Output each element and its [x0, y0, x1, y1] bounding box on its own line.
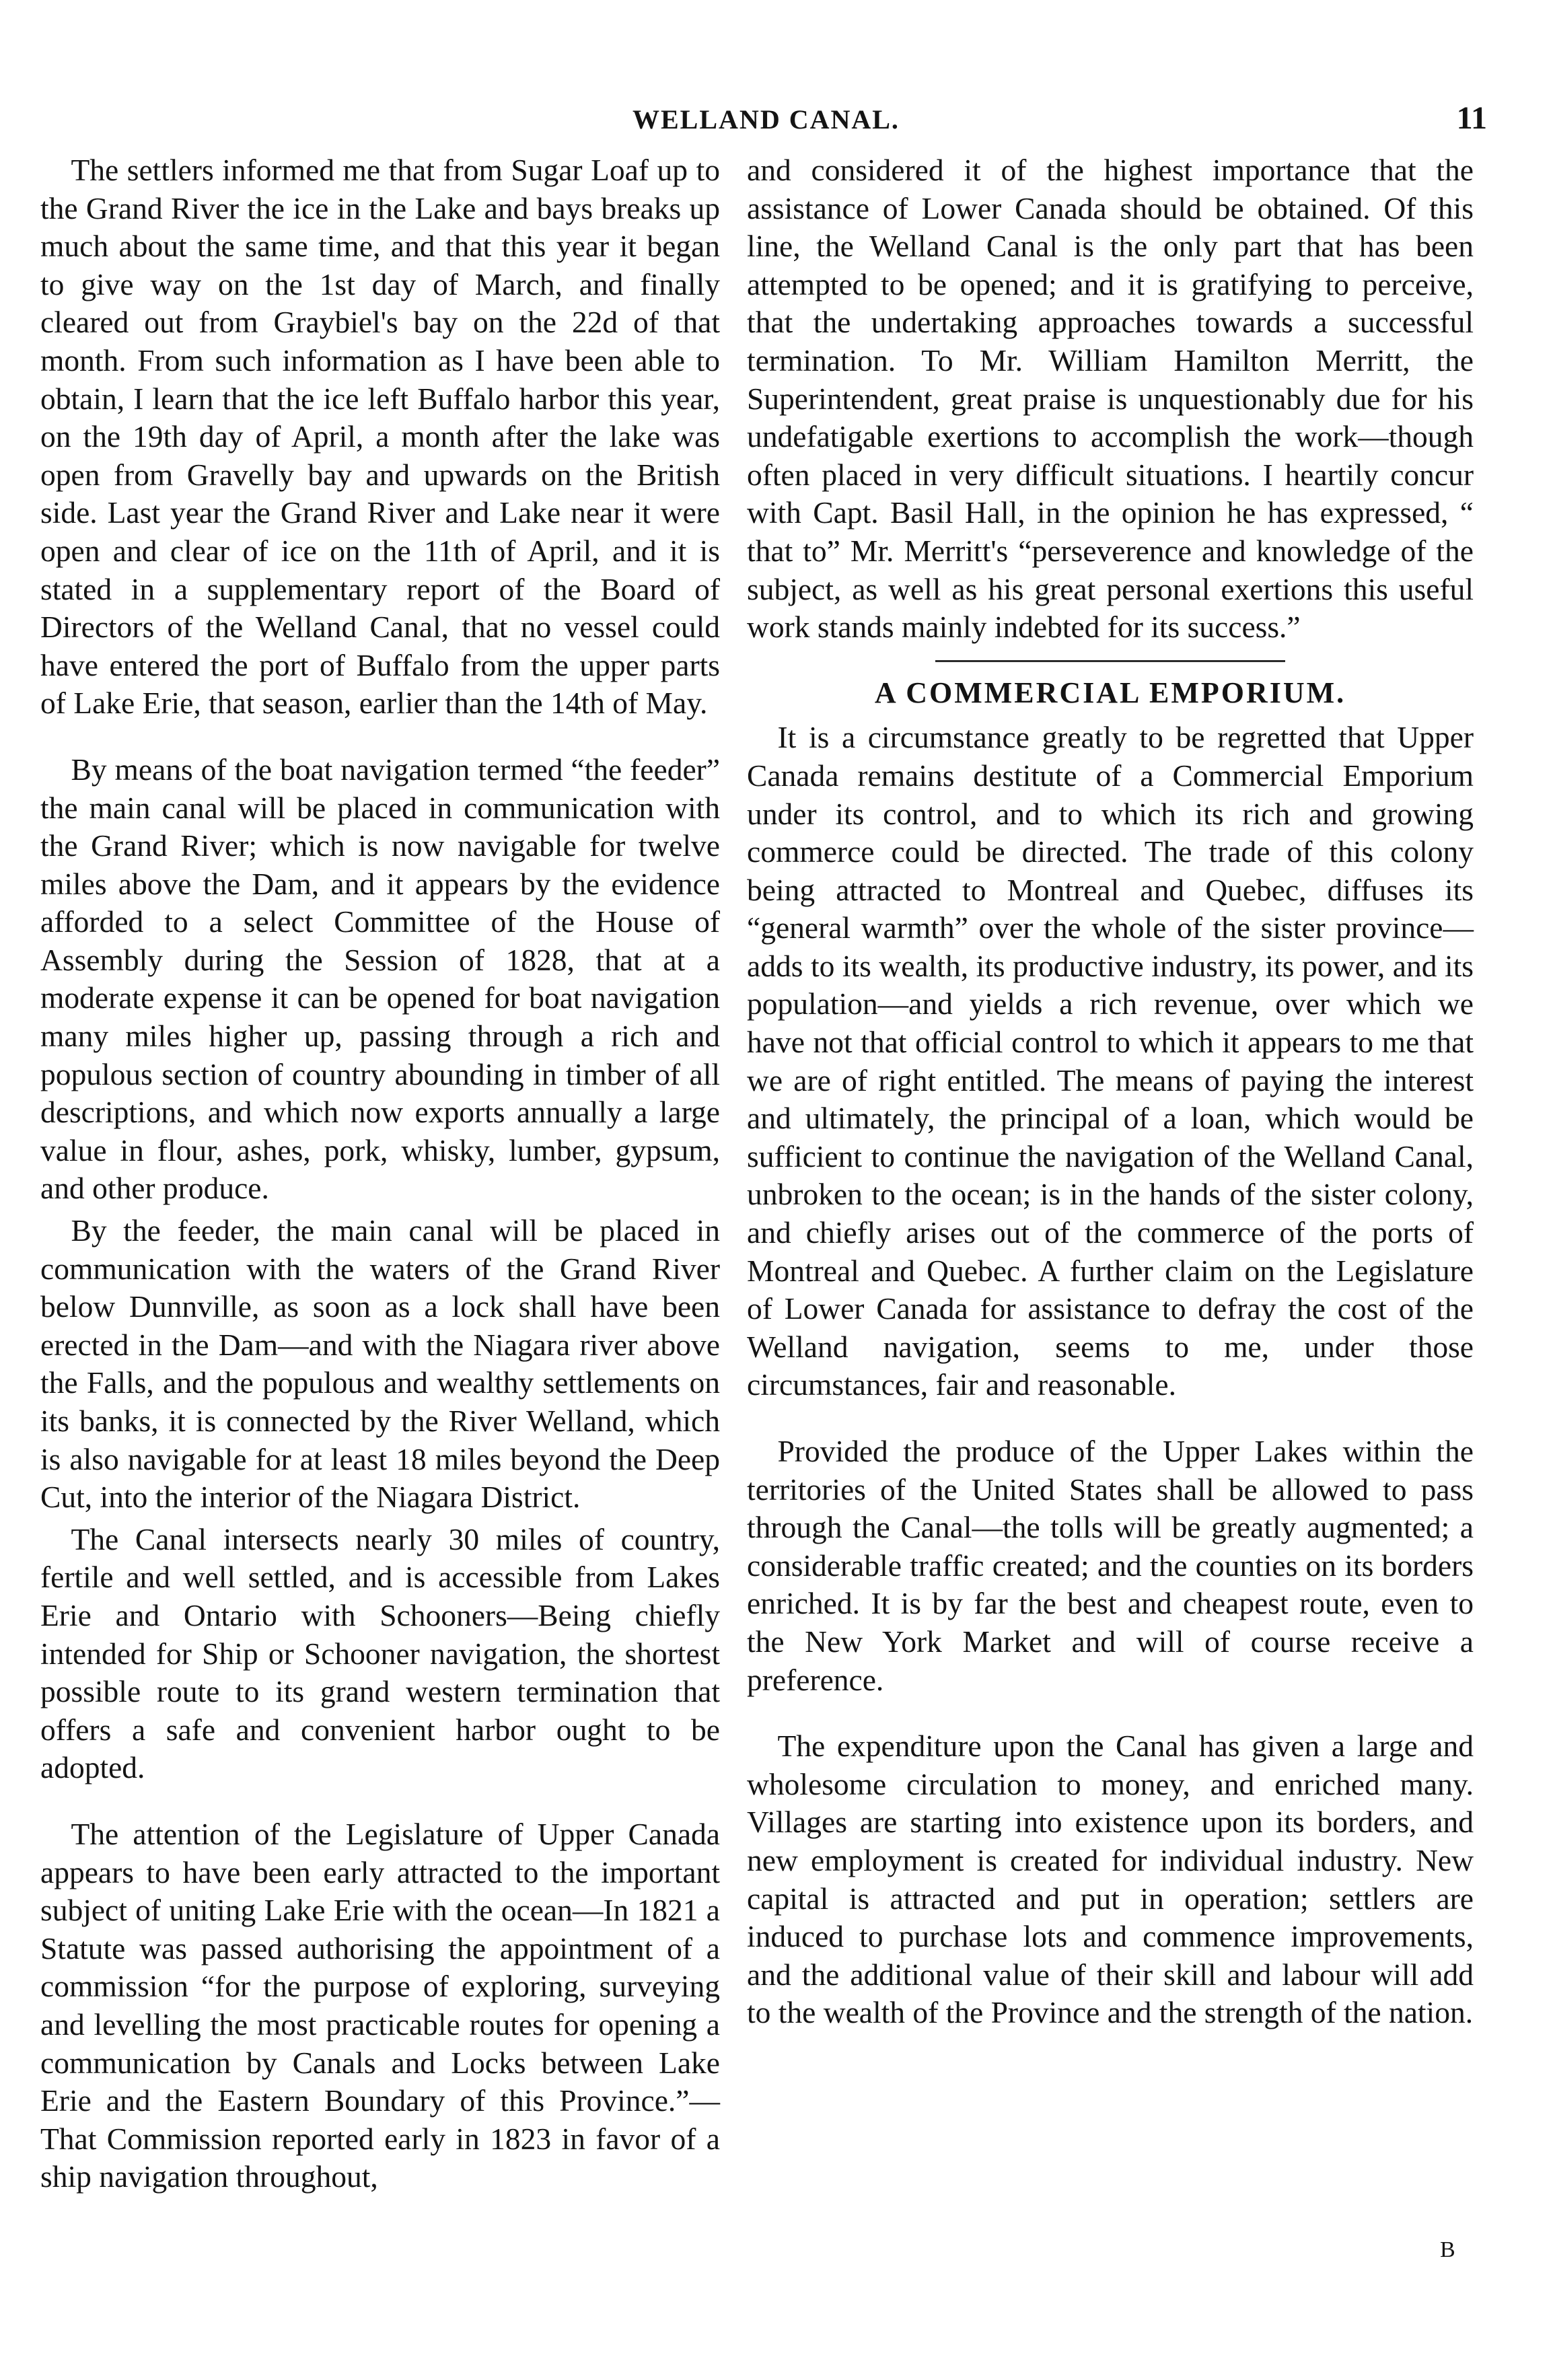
paragraph-separator — [40, 723, 720, 751]
paragraph: and considered it of the highest importance that the assistance of Lower Canada should be obtained. Of this line, the Welland Canal is the only part that has been attempted to be opened; and it is gratifying to perceive, that the undertaking approaches towards a successful termination. To Mr. William Hamilton Merritt, the Superintendent, great praise is unquestionably due for his undefatigable exertions to accomplish the work—though often placed in very difficult situations. I heartily concur with Capt. Basil Hall, in the opinion he has expressed, “ that to” Mr. Merritt's “perseverence and knowledge of the subject, as well as his great personal exertions this useful work stands mainly indebted for its success.” — [747, 153, 1474, 645]
left-column — [40, 151, 720, 2196]
page-header — [40, 94, 1487, 148]
paragraph: The attention of the Legislature of Upper Canada appears to have been early attracted to the important subject of uniting Lake Erie with the ocean—In 1821 a Statute was passed authorising the appointment of a commission “for the purpose of exploring, surveying and levelling the most practicable routes for opening a communication by Canals and Locks between Lake Erie and the Eastern Boundary of this Province.”—That Commission reported early in 1823 in favor of a ship navigation throughout, — [40, 1816, 720, 2194]
paragraph: Provided the produce of the Upper Lakes within the territories of the United States shall be allowed to pass through the Canal—the tolls will be greatly augmented; a considerable traffic created; and the counties on its borders enriched. It is by far the best and cheapest route, even to the New York Market and will of course receive a preference. — [747, 1434, 1474, 1697]
paragraph: It is a circumstance greatly to be regretted that Upper Canada remains destitute of a Commercial Emporium under its control, and to which its rich and growing commerce could be directed. The trade of this colony being attracted to Montreal and Quebec, diffuses its “general warmth” over the whole of the sister province—adds to its wealth, its productive industry, its power, and its population—and yields a rich revenue, over which we have not that official control to which it appears to me that we are of right entitled. The means of paying the interest and ultimately, the principal of a loan, which would be sufficient to continue the navigation of the Welland Canal, unbroken to the ocean; is in the hands of the sister colony, and chiefly arises out of the commerce of the ports of Montreal and Quebec. A further claim on the Legislature of Lower Canada for assistance to defray the cost of the Welland navigation, seems to me, under those circumstances, fair and reasonable. — [747, 720, 1474, 1402]
paragraph: The settlers informed me that from Sugar Loaf up to the Grand River the ice in the Lake and bays breaks up much about the same time, and that this year it began to give way on the 1st day of March, and finally cleared out from Graybiel's bay on the 22d of that month. From such information as I have been able to obtain, I learn that the ice left Buffalo harbor this year, on the 19th day of April, a month after the lake was open from Gravelly bay and upwards on the British side. Last year the Grand River and Lake near it were open and clear of ice on the 11th of April, and it is stated in a supplementary report of the Board of Directors of the Welland Canal, that no vessel could have entered the port of Buffalo from the upper parts of Lake Erie, that season, earlier than the 14th of May. — [40, 153, 720, 721]
right-column — [747, 151, 1474, 2032]
paragraph-separator — [747, 1404, 1474, 1433]
paragraph: The expenditure upon the Canal has given a large and wholesome circulation to money, and enriched many. Villages are starting into existence upon its borders, and new employment is created for individual industry. New capital is attracted and put in operation; settlers are induced to purchase lots and commence improvements, and the additional value of their skill and labour will add to the wealth of the Province and the strength of the nation. — [747, 1729, 1474, 2030]
paragraph: By the feeder, the main canal will be placed in communication with the waters of the Grand River below Dunnville, as soon as a lock shall have been erected in the Dam—and with the Niagara river above the Falls, and the populous and wealthy settlements on its banks, it is connected by the River Welland, which is also navigable for at least 18 miles beyond the Deep Cut, into the interior of the Niagara District. — [40, 1213, 720, 1515]
signature-mark: B — [1440, 2237, 1455, 2262]
section-title: A COMMERCIAL EMPORIUM. — [874, 676, 1346, 709]
page-number: 11 — [1456, 100, 1487, 136]
paragraph: The Canal intersects nearly 30 miles of country, fertile and well settled, and is accessible from Lakes Erie and Ontario with Schooners—Being chiefly intended for Ship or Schooner navigation, the shortest possible route to its grand western termination that offers a safe and convenient harbor ought to be adopted. — [40, 1521, 720, 1785]
paragraph: By means of the boat navigation termed “the feeder” the main canal will be placed in communication with the Grand River; which is now navigable for twelve miles above the Dam, and it appears by the evidence afforded to a select Committee of the House of Assembly during the Session of 1828, that at a moderate expense it can be opened for boat navigation many miles higher up, passing through a rich and populous section of country abounding in timber of all descriptions, and which now exports annually a large value in flour, ashes, pork, whisky, lumber, gypsum, and other produce. — [40, 752, 720, 1206]
paragraph-separator — [40, 1787, 720, 1815]
running-head: WELLAND CANAL. — [633, 104, 900, 135]
section-divider — [935, 660, 1285, 662]
paragraph-separator — [747, 1699, 1474, 1727]
